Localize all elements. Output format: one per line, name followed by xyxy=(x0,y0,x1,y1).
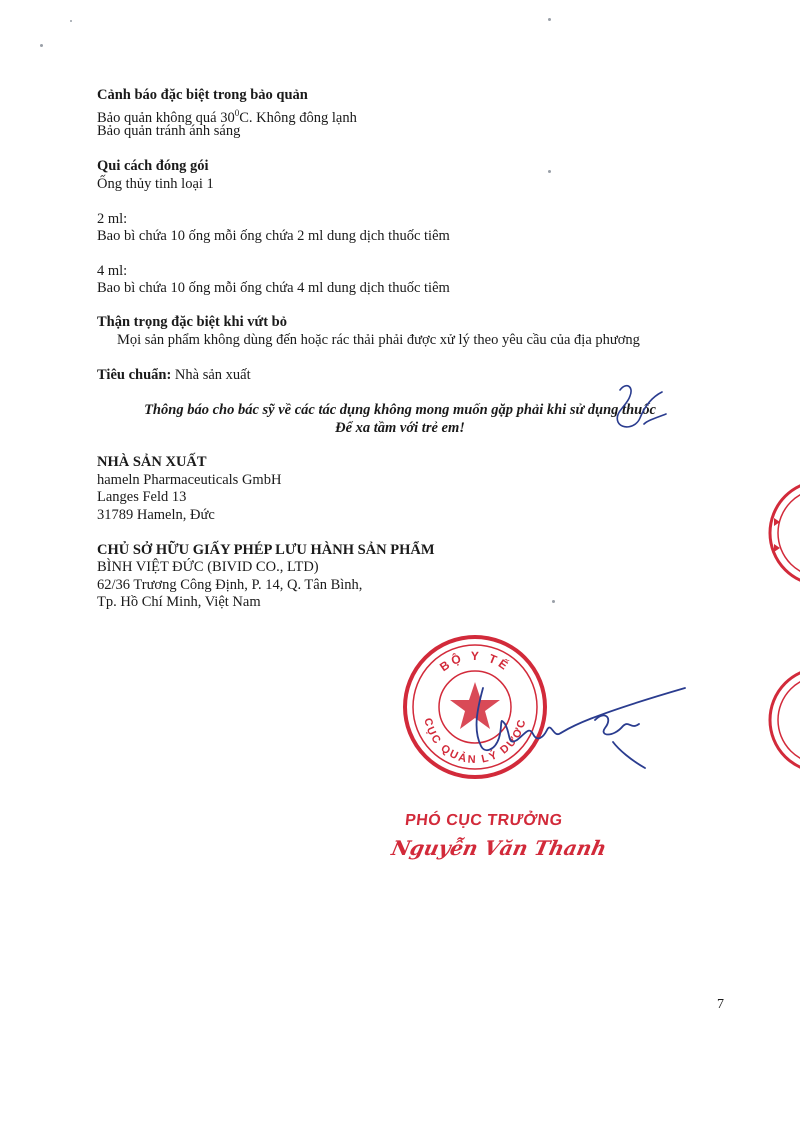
manufacturer-city: 31789 Hameln, Đức xyxy=(97,507,215,523)
manufacturer-street: Langes Feld 13 xyxy=(97,489,187,505)
notice-line-1: Thông báo cho bác sỹ về các tác dụng không mong muốn gặp phải khi sử dụng thuốc xyxy=(144,402,656,418)
standard-label: Tiêu chuẩn: xyxy=(97,367,172,383)
seal-bottom-text: CỤC QUẢN LÝ DƯỢC xyxy=(421,716,529,767)
stamp-signatory-name: Nguyễn Văn Thanh xyxy=(389,836,609,860)
disposal-text: Mọi sản phẩm không dùng đến hoặc rác thải phải được xử lý theo yêu cầu của địa phương xyxy=(117,332,640,348)
packaging-heading: Qui cách đóng gói xyxy=(97,158,209,174)
license-holder-heading: CHỦ SỞ HỮU GIẤY PHÉP LƯU HÀNH SẢN PHẨM xyxy=(97,542,435,558)
scan-speck xyxy=(70,20,72,22)
disposal-heading: Thận trọng đặc biệt khi vứt bỏ xyxy=(97,314,287,330)
license-holder-address-1: 62/36 Trương Công Định, P. 14, Q. Tân Bình, xyxy=(97,577,363,593)
scan-speck xyxy=(40,44,43,47)
packaging-glass-type: Ống thủy tinh loại 1 xyxy=(97,176,214,192)
standard-value: Nhà sản xuất xyxy=(174,367,251,383)
partial-seal-right-top xyxy=(752,478,800,588)
packaging-size-4ml-desc: Bao bì chứa 10 ống mỗi ống chứa 4 ml dung dịch thuốc tiêm xyxy=(97,280,450,296)
standard-line xyxy=(97,366,251,384)
stamp-title: PHÓ CỤC TRƯỞNG xyxy=(404,812,564,829)
packaging-size-2ml-label: 2 ml: xyxy=(97,211,128,227)
page-number: 7 xyxy=(717,997,724,1012)
license-holder-address-2: Tp. Hồ Chí Minh, Việt Nam xyxy=(97,594,261,610)
packaging-size-2ml-desc: Bao bì chứa 10 ống mỗi ống chứa 2 ml dung dịch thuốc tiêm xyxy=(97,228,450,244)
packaging-size-4ml-label: 4 ml: xyxy=(97,263,128,279)
license-holder-name: BÌNH VIỆT ĐỨC (BIVID CO., LTD) xyxy=(97,559,319,575)
manufacturer-heading: NHÀ SẢN XUẤT xyxy=(97,454,207,470)
scan-speck xyxy=(552,600,555,603)
margin-initials-scribble xyxy=(600,378,680,440)
storage-heading: Cảnh báo đặc biệt trong bảo quản xyxy=(97,87,308,103)
signature xyxy=(455,680,695,775)
notice-line-2: Để xa tầm với trẻ em! xyxy=(335,420,465,436)
storage-temp-text: Bảo quản không quá 30 xyxy=(97,109,235,126)
storage-light-line: Bảo quản tránh ánh sáng xyxy=(97,123,241,139)
degree-superscript: 0 xyxy=(234,108,240,118)
scan-speck xyxy=(548,170,551,173)
scan-speck xyxy=(548,18,551,21)
manufacturer-name: hameln Pharmaceuticals GmbH xyxy=(97,472,282,488)
storage-temp-unit: C. Không đông lạnh xyxy=(239,109,357,126)
seal-top-text: BỘ Y TẾ xyxy=(437,648,513,675)
partial-seal-right-bottom xyxy=(752,665,800,775)
